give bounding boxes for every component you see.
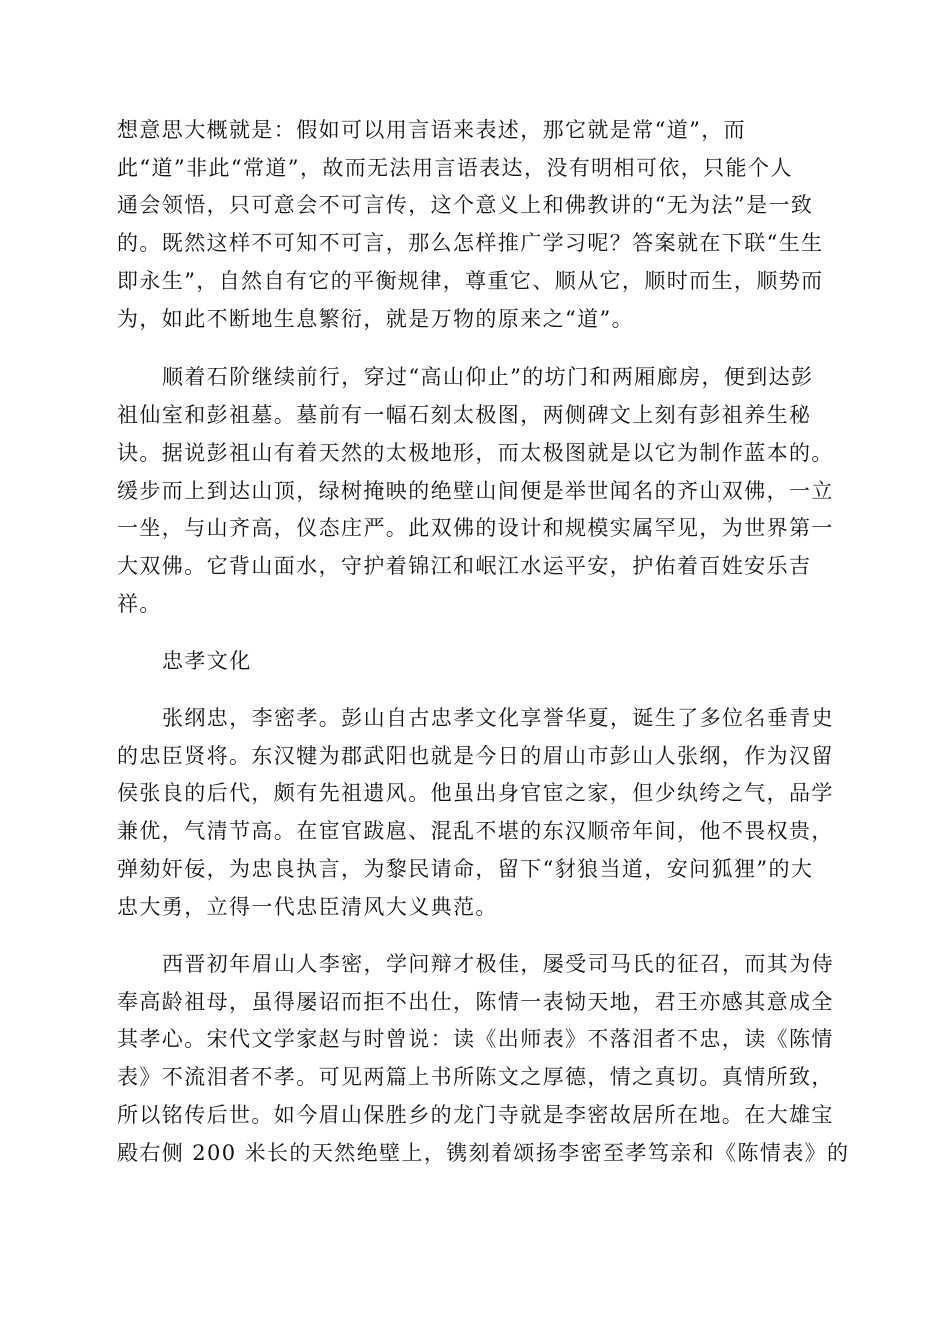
section-heading: 忠孝文化 xyxy=(162,649,252,673)
text-line: 奉高龄祖母，虽得屡诏而拒不出仕，陈情一表恸天地，君王亦感其意成全 xyxy=(117,990,834,1014)
text-line: 此“道”非此“常道”，故而无法用言语表达，没有明相可依，只能个人 xyxy=(117,156,793,180)
text-line: 西晋初年眉山人李密，学问辩才极佳，屡受司马氏的征召，而其为侍 xyxy=(162,952,834,976)
text-line: 想意思大概就是：假如可以用言语来表述，那它就是常“道”，而 xyxy=(117,118,747,142)
text-line: 即永生”，自然自有它的平衡规律，尊重它、顺从它，顺时而生，顺势而 xyxy=(117,269,824,293)
text-line: 的。既然这样不可知不可言，那么怎样推广学习呢？答案就在下联“生生 xyxy=(117,231,824,255)
text-line: 为，如此不断地生息繁衍，就是万物的原来之“道”。 xyxy=(117,307,635,331)
text-line: 的忠臣贤将。东汉犍为郡武阳也就是今日的眉山市彭山人张纲，作为汉留 xyxy=(117,744,834,768)
text-line: 弹劾奸佞，为忠良执言，为黎民请命，留下“豺狼当道，安问狐狸”的大 xyxy=(117,857,814,881)
text-line: 兼优，气清节高。在宦官跋扈、混乱不堪的东汉顺帝年间，他不畏权贵， xyxy=(117,819,834,843)
text-line: 顺着石阶继续前行，穿过“高山仰止”的坊门和两厢廊房，便到达彭 xyxy=(162,365,814,389)
text-line: 缓步而上到达山顶，绿树掩映的绝壁山间便是举世闻名的齐山双佛，一立 xyxy=(117,479,834,503)
text-line: 忠大勇，立得一代忠臣清风大义典范。 xyxy=(117,895,498,919)
text-line: 大双佛。它背山面水，守护着锦江和岷江水运平安，护佑着百姓安乐吉 xyxy=(117,554,812,578)
text-line: 侯张良的后代，颇有先祖遗风。他虽出身官宦之家，但少纨绔之气，品学 xyxy=(117,781,834,805)
text-line: 祥。 xyxy=(117,592,162,616)
text-line: 祖仙室和彭祖墓。墓前有一幅石刻太极图，两侧碑文上刻有彭祖养生秘 xyxy=(117,403,812,427)
text-line: 一坐，与山齐高，仪态庄严。此双佛的设计和规模实属罕见，为世界第一 xyxy=(117,516,834,540)
text-line: 表》不流泪者不孝。可见两篇上书所陈文之厚德，情之真切。真情所致， xyxy=(117,1065,834,1089)
text-line: 诀。据说彭祖山有着天然的太极地形，而太极图就是以它为制作蓝本的。 xyxy=(117,441,834,465)
text-line: 其孝心。宋代文学家赵与时曾说：读《出师表》不落泪者不忠，读《陈情 xyxy=(117,1027,834,1051)
text-line: 通会领悟，只可意会不可言传，这个意义上和佛教讲的“无为法”是一致 xyxy=(117,193,814,217)
text-line: 张纲忠，李密孝。彭山自古忠孝文化享誉华夏，诞生了多位名垂青史 xyxy=(162,706,834,730)
text-line: 所以铭传后世。如今眉山保胜乡的龙门寺就是李密故居所在地。在大雄宝 xyxy=(117,1103,834,1127)
text-line: 殿右侧 200 米长的天然绝壁上，镌刻着颂扬李密至孝笃亲和《陈情表》的 xyxy=(117,1141,850,1165)
